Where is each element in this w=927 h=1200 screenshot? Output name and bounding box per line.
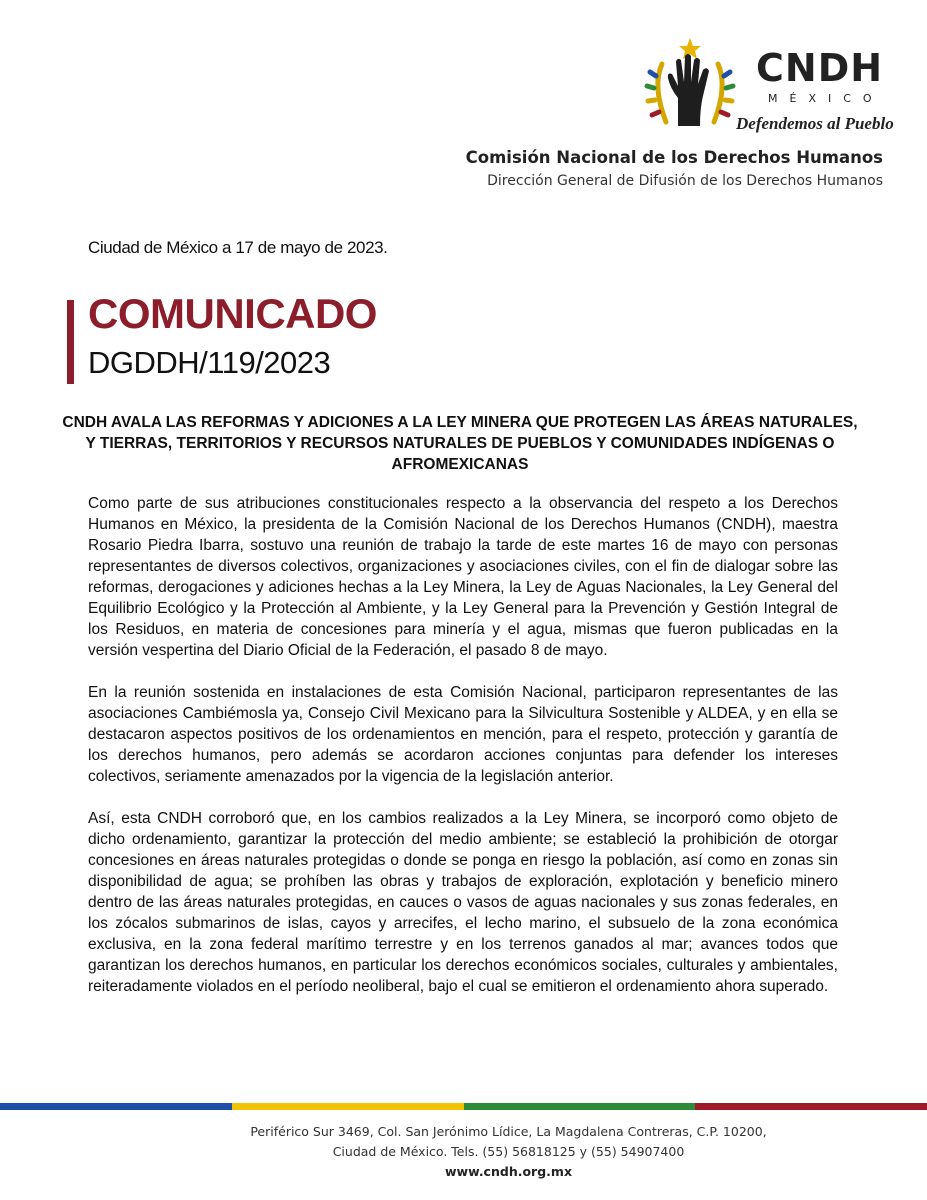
footer-website-link[interactable]: www.cndh.org.mx: [444, 1164, 573, 1179]
footer-address-line2: Ciudad de México. Tels. (55) 56818125 y (55) 54907400: [332, 1144, 685, 1159]
accent-bar: [67, 300, 74, 384]
organization-name: Comisión Nacional de los Derechos Humanos: [465, 148, 883, 167]
communique-reference: DGDDH/119/2023: [88, 345, 331, 380]
paragraph: En la reunión sostenida en instalaciones de esta Comisión Nacional, participaron representantes de las asociaciones Cambiémosla ya, Consejo Civil Mexicano para la Silvicultura Sostenible y ALDEA, y en ella se destacaron aspectos positivos de los ordenamientos en mención, para el respeto, protección y garantía de los derechos humanos, pero además se acordaron acciones conjuntas para defender los intereses colectivos, seriamente amenazados por la vigencia de la legislación anterior.: [88, 684, 838, 785]
cndh-logo: [640, 36, 894, 136]
color-stripe: [0, 1103, 927, 1110]
communique-label: COMUNICADO: [88, 290, 377, 337]
stripe-green: [464, 1103, 696, 1110]
headline: CNDH AVALA LAS REFORMAS Y ADICIONES A LA LEY MINERA QUE PROTEGEN LAS ÁREAS NATURALES, Y TIERRAS, TERRITORIOS Y RECURSOS NATURALES DE PUEBLOS Y COMUNIDADES INDÍGENAS O AFROMEXICANAS: [62, 414, 858, 473]
stripe-yellow: [232, 1103, 464, 1110]
stripe-blue: [0, 1103, 232, 1110]
paragraph: Así, esta CNDH corroboró que, en los cambios realizados a la Ley Minera, se incorporó como objeto de dicho ordenamiento, garantizar la protección del medio ambiente; se estableció la prohibición de otorgar concesiones en áreas naturales protegidas o donde se ponga en riesgo la población, así como en zonas sin disponibilidad de agua; se prohíben las obras y trabajos de exploración, explotación y beneficio minero dentro de las áreas naturales protegidas, en cauces o vasos de aguas nacionales y sus zonas federales, en los zócalos submarinos de islas, cayos y arrecifes, el lecho marino, el subsuelo de la zona económica exclusiva, en la zona federal marítimo terrestre y en los terrenos ganados al mar; avances todos que garantizan los derechos humanos, en particular los derechos económicos sociales, culturales y ambientales, reiteradamente violados en el período neoliberal, bajo el cual se emitieron el ordenamiento ahora superado.: [88, 810, 838, 995]
logo-motto: Defendemos al Pueblo: [736, 114, 894, 133]
logo-country: MÉXICO: [768, 92, 884, 105]
date-line: Ciudad de México a 17 de mayo de 2023.: [88, 238, 388, 257]
raised-hand-laurel-star-icon: [640, 36, 740, 136]
footer-address-line1: Periférico Sur 3469, Col. San Jerónimo Lídice, La Magdalena Contreras, C.P. 10200,: [250, 1124, 767, 1139]
stripe-red: [695, 1103, 927, 1110]
footer: [0, 1122, 927, 1182]
logo-acronym: CNDH: [756, 46, 884, 90]
body-text: [88, 493, 838, 1018]
department-name: Dirección General de Difusión de los Derechos Humanos: [487, 173, 883, 189]
paragraph: Como parte de sus atribuciones constitucionales respecto a la observancia del respeto a los Derechos Humanos en México, la presidenta de la Comisión Nacional de los Derechos Humanos (CNDH), maestra Rosario Piedra Ibarra, sostuvo una reunión de trabajo la tarde de este martes 16 de mayo con personas representantes de diversos colectivos, organizaciones y asociaciones civiles, con el fin de dialogar sobre las reformas, derogaciones y adiciones hechas a la Ley Minera, la Ley de Aguas Nacionales, la Ley General del Equilibrio Ecológico y la Protección al Ambiente, y la Ley General para la Prevención y Gestión Integral de los Residuos, en materia de concesiones para minería y el agua, mismas que fueron publicadas en la versión vespertina del Diario Oficial de la Federación, el pasado 8 de mayo.: [88, 495, 838, 659]
